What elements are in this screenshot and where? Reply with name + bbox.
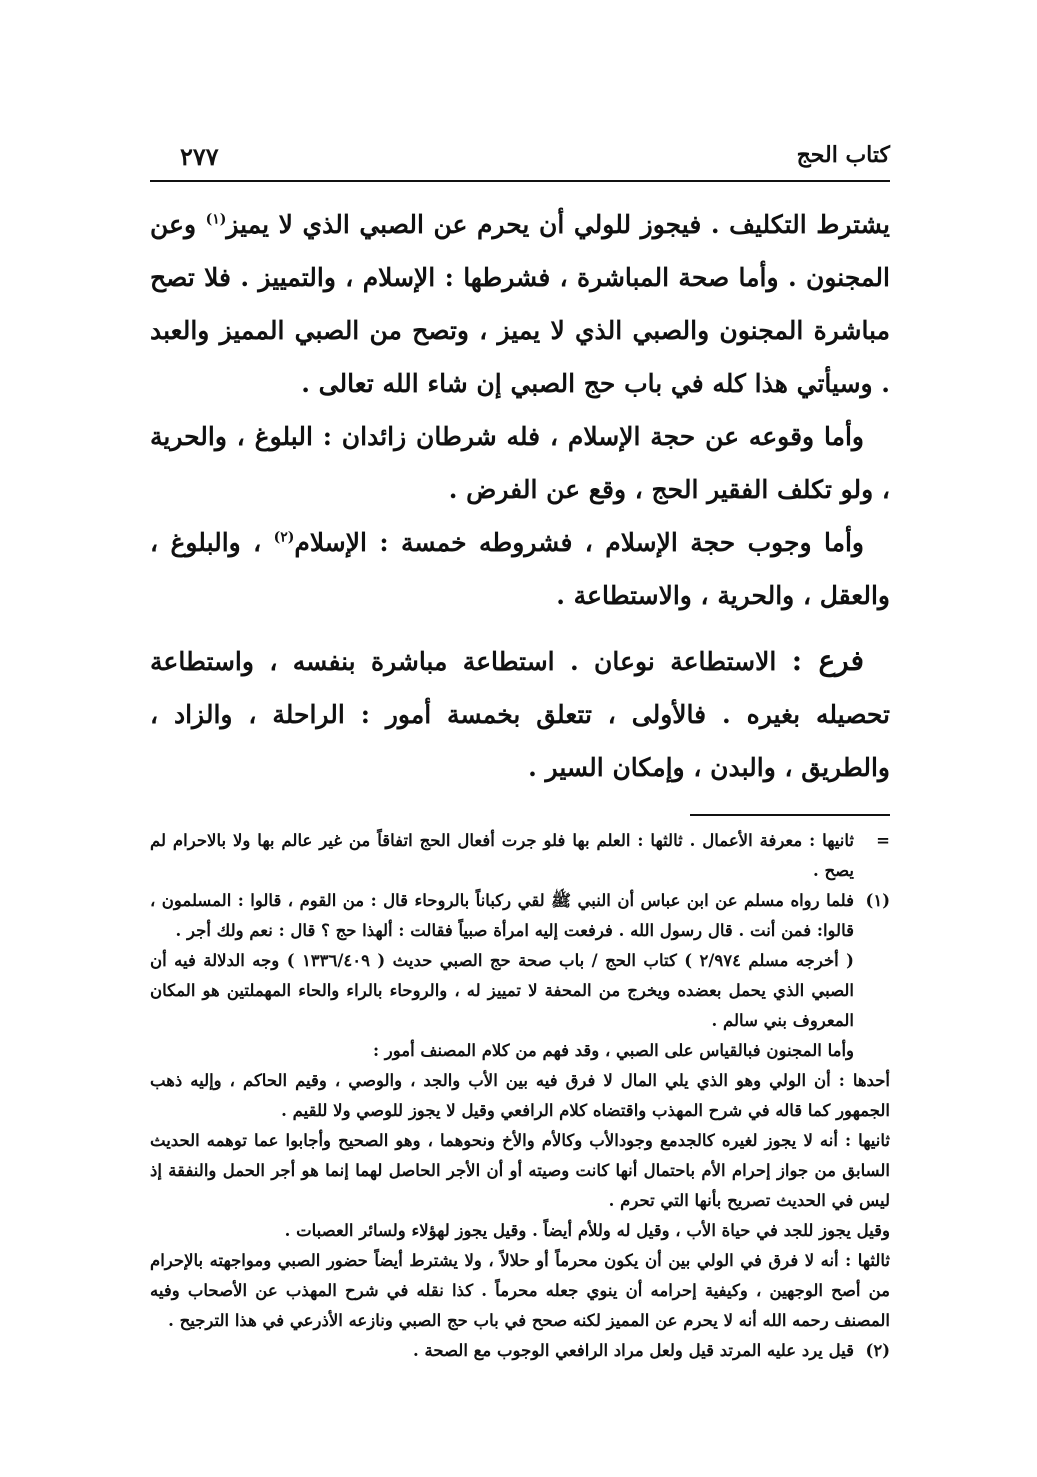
running-header xyxy=(150,140,890,182)
p1-text-c: وأما صحة المباشرة ، فشرطها : الإسلام ، والتمييز . فلا تصح مباشرة المجنون والصبي الذي لا يميز ، وتصح من الصبي المميز والعبد . وسيأتي هذا كله في باب حج الصبي إن شاء الله تعالى . xyxy=(150,263,890,398)
book-page xyxy=(150,140,890,1360)
paragraph-2: وأما وقوعه عن حجة الإسلام ، فله شرطان زائدان : البلوغ ، والحرية ، ولو تكلف الفقير الحج ، وقع عن الفرض . xyxy=(150,422,890,504)
p3-text-a: وأما وجوب حجة الإسلام ، فشروطه خمسة : الإسلام xyxy=(294,528,864,557)
main-text xyxy=(150,198,890,794)
paragraph-3 xyxy=(150,516,890,622)
footnote-continuation xyxy=(150,826,890,886)
footnote-ref-2[interactable]: (٢) xyxy=(273,529,295,546)
paragraph-4 xyxy=(150,634,890,794)
paragraph-1 xyxy=(150,198,890,410)
footnote-2 xyxy=(150,1336,890,1366)
section-label: فرع : xyxy=(791,644,864,677)
footnote-1-line: ثانيها : أنه لا يجوز لغيره كالجدمع وجودالأب وكالأم والأخ ونحوهما ، وهو الصحيح وأجابوا عما توهمه الحديث السابق من جواز إحرام الأم باحتمال أنها كانت وصيته أو أن الأجر الحاصل لهما إنما هو أجر الحمل والنفقة إذ ليس في الحديث تصريح بأنها التي تحرم . xyxy=(150,1131,890,1210)
footnote-2-text: قيل يرد عليه المرتد قيل ولعل مراد الرافعي الوجوب مع الصحة . xyxy=(413,1341,854,1360)
footnote-1-line: فلما رواه مسلم عن ابن عباس أن النبي ﷺ لقي ركباناً بالروحاء قال : من القوم ، قالوا : المسلمون ، قالوا: فمن أنت . قال رسول الله . فرفعت إليه امرأة صبياً فقالت : ألهذا حج ؟ قال : نعم ولك أجر . xyxy=(150,891,854,940)
continuation-text: ثانيها : معرفة الأعمال . ثالثها : العلم بها فلو جرت أفعال الحج اتفاقاً من غير عالم بها ولا بالاحرام لم يصح . xyxy=(150,831,854,880)
continuation-marker: = xyxy=(876,831,890,850)
footnote-2-marker: (٢) xyxy=(865,1341,890,1360)
footnote-separator xyxy=(690,814,890,816)
p4-text: الاستطاعة نوعان . استطاعة مباشرة بنفسه ، واستطاعة تحصيله بغيره . فالأولى ، تتعلق بخمسة أمور : الراحلة ، والزاد ، والطريق ، والبدن ، وإمكان السير . xyxy=(150,647,890,782)
footnote-1 xyxy=(150,886,890,946)
footnote-1-line: وقيل يجوز للجد في حياة الأب ، وقيل له وللأم أيضاً . وقيل يجوز لهؤلاء ولسائر العصبات . xyxy=(284,1221,890,1240)
footnote-1-line: ثالثها : أنه لا فرق في الولي بين أن يكون محرماً أو حلالاً ، ولا يشترط أيضاً حضور الصبي ومواجهته بالإحرام من أصح الوجهين ، وكيفية إحرامه أن ينوي جعله محرماً . كذا نقله في شرح المهذب عن الأصحاب وفيه المصنف رحمه الله أنه لا يحرم عن المميز لكنه صحح في باب حج الصبي ونازعه الأذرعي في هذا الترجيح . xyxy=(150,1251,890,1330)
p3-text-b: ، والبلوغ ، والعقل ، والحرية ، والاستطاعة . xyxy=(150,528,890,610)
footnotes xyxy=(150,826,890,1366)
footnote-ref-1[interactable]: (١) xyxy=(205,211,227,228)
p1-text-b: وعن المجنون . xyxy=(150,210,890,292)
chapter-title: كتاب الحج xyxy=(796,142,890,168)
footnote-1-line: وأما المجنون فبالقياس على الصبي ، وقد فهم من كلام المصنف أمور : xyxy=(372,1041,854,1060)
p1-text-a: يشترط التكليف . فيجوز للولي أن يحرم عن الصبي الذي لا يميز xyxy=(226,210,890,239)
page-number: ٢٧٧ xyxy=(180,142,219,171)
footnote-1-marker: (١) xyxy=(865,891,890,910)
footnote-1-line: ( أخرجه مسلم ٢/٩٧٤ ) كتاب الحج / باب صحة حج الصبي حديث ( ١٣٣٦/٤٠٩ ) وجه الدلالة فيه أن الصبي الذي يحمل بعضده ويخرج من المحفة لا تمييز له ، والروحاء بالراء والحاء المهملتين هو المكان المعروف بني سالم . xyxy=(150,951,854,1030)
footnote-1-line: أحدها : أن الولي وهو الذي يلي المال لا فرق فيه بين الأب والجد ، والوصي ، وقيم الحاكم ، وإليه ذهب الجمهور كما قاله في شرح المهذب واقتضاه كلام الرافعي وقيل لا يجوز للوصي ولا للقيم . xyxy=(150,1071,890,1120)
